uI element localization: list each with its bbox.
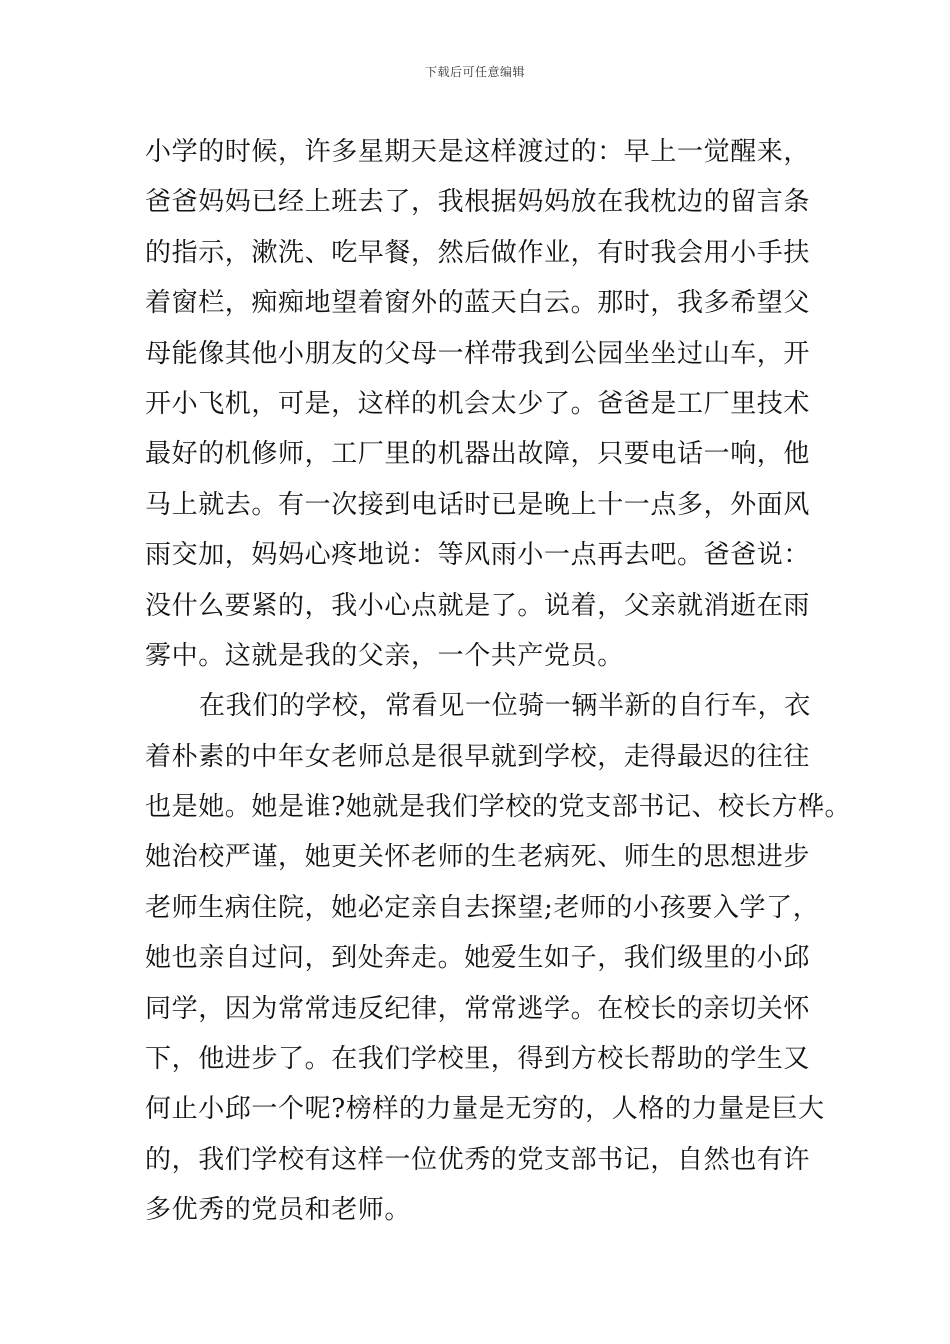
paragraph-line: 没什么要紧的，我小心点就是了。说着，父亲就消逝在雨 [145, 590, 811, 621]
paragraph-line: 马上就去。有一次接到电话时已是晚上十一点多，外面风 [145, 489, 811, 520]
paragraph-line: 爸爸妈妈已经上班去了，我根据妈妈放在我枕边的留言条 [145, 187, 811, 218]
paragraph-line: 着窗栏，痴痴地望着窗外的蓝天白云。那时，我多希望父 [145, 288, 811, 319]
paragraph-line: 多优秀的党员和老师。 [145, 1195, 412, 1226]
document-body [145, 127, 852, 1236]
paragraph-line: 的，我们学校有这样一位优秀的党支部书记，自然也有许 [145, 1144, 811, 1175]
paragraph-line: 雨交加，妈妈心疼地说：等风雨小一点再去吧。爸爸说： [145, 540, 811, 571]
paragraph-line: 母能像其他小朋友的父母一样带我到公园坐坐过山车，开 [145, 338, 811, 369]
paragraph-line: 也是她。她是谁?她就是我们学校的党支部书记、校长方桦。 [145, 792, 852, 823]
paragraph-line: 小学的时候，许多星期天是这样渡过的：早上一觉醒来， [145, 137, 811, 167]
paragraph-line: 雾中。这就是我的父亲，一个共产党员。 [145, 640, 624, 671]
paragraph-line: 的指示，漱洗、吃早餐，然后做作业，有时我会用小手扶 [145, 237, 811, 268]
paragraph-line: 最好的机修师，工厂里的机器出故障，只要电话一响，他 [145, 439, 811, 470]
paragraph-line: 着朴素的中年女老师总是很早就到学校，走得最迟的往往 [145, 741, 811, 772]
page-header: 下载后可任意编辑 [424, 65, 525, 79]
paragraph-father [145, 127, 845, 681]
paragraph-principal [145, 681, 852, 1235]
paragraph-line: 开小飞机，可是，这样的机会太少了。爸爸是工厂里技术 [145, 388, 811, 419]
paragraph-line: 下，他进步了。在我们学校里，得到方校长帮助的学生又 [145, 1044, 811, 1075]
paragraph-line: 老师生病住院，她必定亲自去探望;老师的小孩要入学了， [145, 892, 820, 923]
paragraph-line: 同学，因为常常违反纪律，常常逃学。在校长的亲切关怀 [145, 993, 811, 1024]
paragraph-line: 她治校严谨，她更关怀老师的生老病死、师生的思想进步 [145, 842, 811, 873]
paragraph-line: 何止小邱一个呢?榜样的力量是无穷的，人格的力量是巨大 [145, 1094, 825, 1125]
paragraph-line: 在我们的学校，常看见一位骑一辆半新的自行车，衣 [199, 691, 811, 722]
paragraph-line: 她也亲自过问，到处奔走。她爱生如子，我们级里的小邱 [145, 943, 811, 974]
